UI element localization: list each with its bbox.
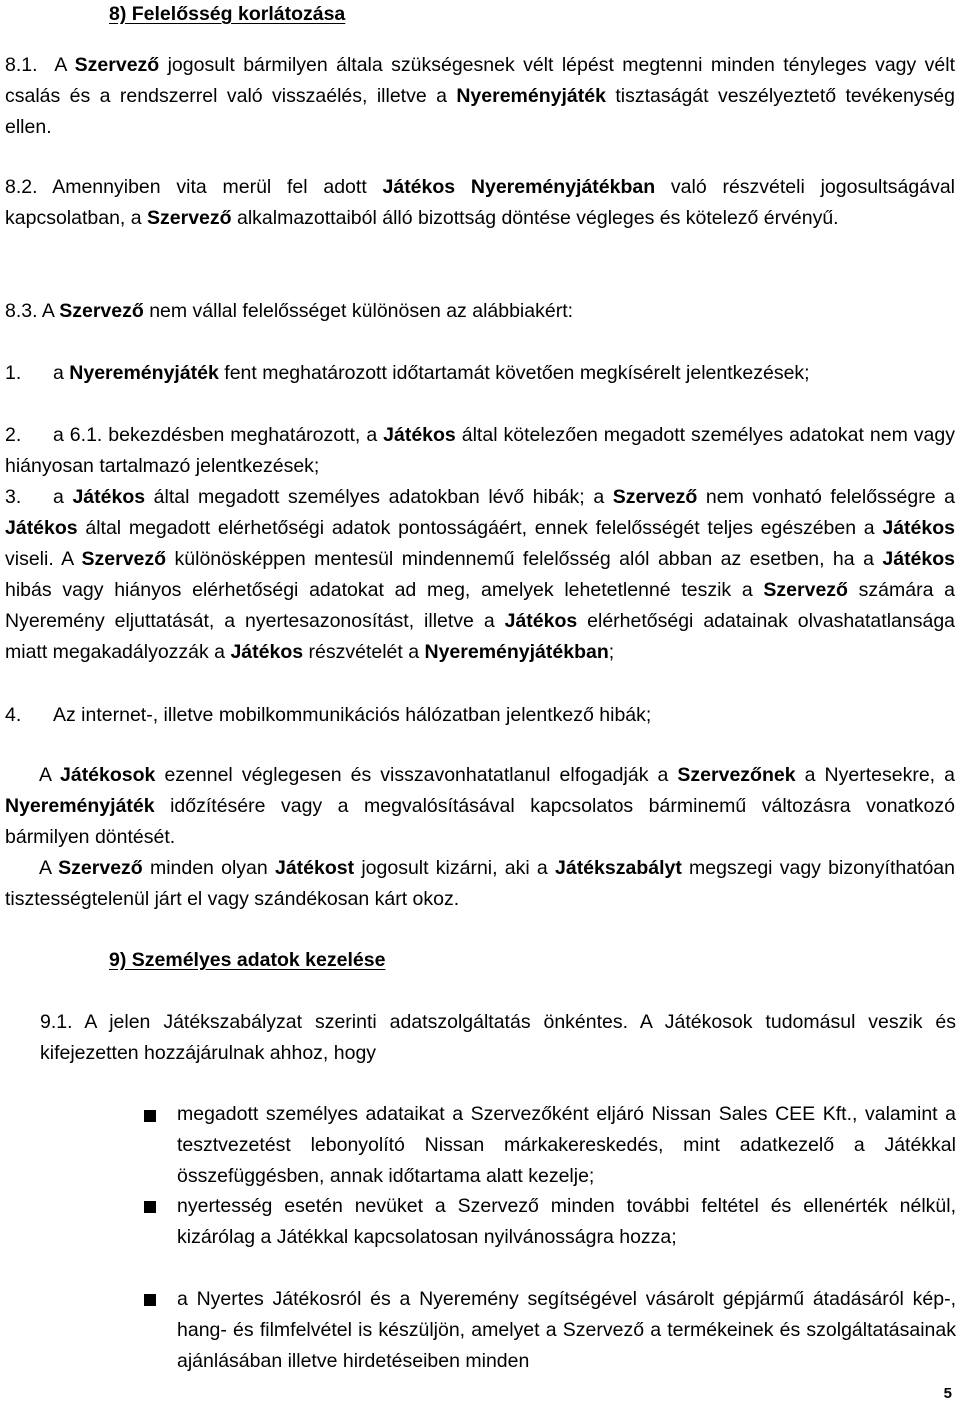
text: alkalmazottaiból álló bizottság döntése végleges és kötelező érvényű. bbox=[231, 207, 839, 229]
bold-term: Játékos bbox=[230, 641, 304, 663]
bullet-item: megadott személyes adataikat a Szervezőként eljáró Nissan Sales CEE Kft., valamint a tesztvezetést lebonyolító Nissan márkakereskedés, mint adatkezelő a Játékkal összefüggésben, annak időtartama alatt kezelje; bbox=[177, 1103, 956, 1187]
bold-term: Játékszabályt bbox=[555, 857, 682, 879]
bold-term: Szervező bbox=[612, 486, 698, 508]
text: való részvételi jogosultságával kapcsolatban, a bbox=[5, 176, 955, 229]
list-item-2 bbox=[5, 420, 955, 482]
list-number: 3. bbox=[5, 486, 22, 508]
bold-term: Játékos bbox=[882, 517, 955, 539]
list-item-3 bbox=[5, 482, 955, 668]
text: a 6.1. bekezdésben meghatározott, a bbox=[53, 424, 384, 446]
bold-term: Játékost bbox=[274, 857, 355, 879]
paragraph-exclusion bbox=[5, 853, 955, 915]
paragraph-8-3 bbox=[5, 296, 955, 327]
bold-term: Szervezőnek bbox=[677, 764, 796, 786]
text: viseli. A bbox=[5, 548, 82, 570]
text: hibás vagy hiányos elérhetőségi adatokat ad meg, amelyek lehetetlenné teszik a bbox=[5, 579, 764, 601]
text: A bbox=[39, 764, 60, 786]
bullet-item: a Nyertes Játékosról és a Nyeremény segítségével vásárolt gépjármű átadásáról kép-, hang- és filmfelvétel is készüljön, amelyet a Szervező a termékeinek és szolgáltatásainak ajánlásában illetve hirdetéseiben minden bbox=[177, 1288, 956, 1372]
bold-term: Játékos bbox=[882, 548, 956, 570]
bold-term: Játékos bbox=[5, 517, 78, 539]
text: nem vállal felelősséget különösen az alábbiakért: bbox=[143, 300, 574, 322]
text: fent meghatározott időtartamát követően megkísérelt jelentkezések; bbox=[218, 362, 810, 384]
text: a bbox=[53, 362, 70, 384]
text: ; bbox=[608, 641, 615, 663]
list-item-1 bbox=[5, 358, 955, 389]
bold-term: Játékos bbox=[383, 424, 456, 446]
text: különösképpen mentesül mindennemű felelősség alól abban az esetben, ha a bbox=[166, 548, 883, 570]
bold-term: Szervező bbox=[58, 857, 143, 879]
text: részvételét a bbox=[303, 641, 425, 663]
text: nem vonható felelősségre a bbox=[697, 486, 956, 508]
bold-term: Szervező bbox=[59, 300, 144, 322]
text: elérhetőségi adatainak olvashatatlansága miatt megakadályozzák a bbox=[5, 610, 956, 663]
paragraph-number: 8.1. bbox=[5, 54, 38, 76]
text: a bbox=[53, 486, 73, 508]
bold-term: Szervező bbox=[147, 207, 232, 229]
list-item-4 bbox=[5, 700, 955, 731]
bold-term: Nyereményjátékban bbox=[424, 641, 609, 663]
paragraph-number: 8.3. bbox=[5, 300, 38, 322]
list-number: 2. bbox=[5, 424, 22, 446]
paragraph-9-1: 9.1. A jelen Játékszabályzat szerinti adatszolgáltatás önkéntes. A Játékosok tudomásul veszik és kifejezetten hozzájárulnak ahhoz, hogy bbox=[40, 1011, 956, 1064]
text: Amennyiben vita merül fel adott bbox=[37, 176, 383, 198]
list-number: 4. bbox=[5, 704, 22, 726]
paragraph-number: 8.2. bbox=[5, 176, 38, 198]
bold-term: Játékos bbox=[504, 610, 578, 632]
paragraph-8-2 bbox=[5, 172, 955, 234]
text: A bbox=[39, 857, 59, 879]
text: minden olyan bbox=[142, 857, 275, 879]
bold-term: Játékosok bbox=[60, 764, 156, 786]
text: által megadott személyes adatokban lévő hibák; a bbox=[145, 486, 613, 508]
paragraph-acceptance bbox=[5, 760, 955, 853]
section-9-heading: 9) Személyes adatok kezelése bbox=[109, 949, 386, 971]
bold-term: Játékos bbox=[72, 486, 146, 508]
list-number: 1. bbox=[5, 362, 22, 384]
bold-term: Szervező bbox=[81, 548, 167, 570]
bold-term: Nyereményjáték bbox=[69, 362, 219, 384]
text: A bbox=[54, 54, 75, 76]
bullet-square-icon bbox=[144, 1294, 156, 1306]
text: jogosult kizárni, aki a bbox=[354, 857, 555, 879]
text: tisztaságát veszélyeztető tevékenység ellen. bbox=[5, 85, 955, 138]
text: számára a Nyeremény eljuttatását, a nyertesazonosítást, illetve a bbox=[5, 579, 955, 632]
text: által megadott elérhetőségi adatok pontosságáért, ennek felelősségét teljes egészében a bbox=[77, 517, 883, 539]
bullet-square-icon bbox=[144, 1201, 156, 1213]
text: A bbox=[37, 300, 60, 322]
bullet-square-icon bbox=[144, 1110, 156, 1122]
paragraph-8-1 bbox=[5, 50, 955, 143]
text: jogosult bármilyen általa szükségesnek vélt lépést megtenni minden tényleges vagy vélt csalás és a rendszerrel való visszaélés, illetve a bbox=[5, 54, 955, 107]
text: időzítésére vagy a megvalósításával kapcsolatos bárminemű változásra vonatkozó bármilyen döntését. bbox=[5, 795, 955, 848]
bold-term: Nyereményjáték bbox=[456, 85, 606, 107]
bold-term: Nyereményjáték bbox=[5, 795, 155, 817]
text: a Nyertesekre, a bbox=[795, 764, 955, 786]
bullet-item: nyertesség esetén nevüket a Szervező minden további feltétel és ellenérték nélkül, kizárólag a Játékkal kapcsolatosan nyilvánosságra hozza; bbox=[177, 1195, 956, 1248]
section-8-heading: 8) Felelősség korlátozása bbox=[109, 3, 346, 25]
text: Az internet-, illetve mobilkommunikációs hálózatban jelentkező hibák; bbox=[53, 704, 652, 726]
bold-term: Szervező bbox=[763, 579, 848, 601]
text: megszegi vagy bizonyíthatóan tisztességtelenül járt el vagy szándékosan kárt okoz. bbox=[5, 857, 956, 910]
text: ezennel véglegesen és visszavonhatatlanul elfogadják a bbox=[155, 764, 678, 786]
page-number: 5 bbox=[943, 1385, 952, 1402]
bold-term: Játékos Nyereményjátékban bbox=[382, 176, 656, 198]
text: által kötelezően megadott személyes adatokat nem vagy hiányosan tartalmazó jelentkezések; bbox=[5, 424, 955, 477]
bold-term: Szervező bbox=[74, 54, 160, 76]
